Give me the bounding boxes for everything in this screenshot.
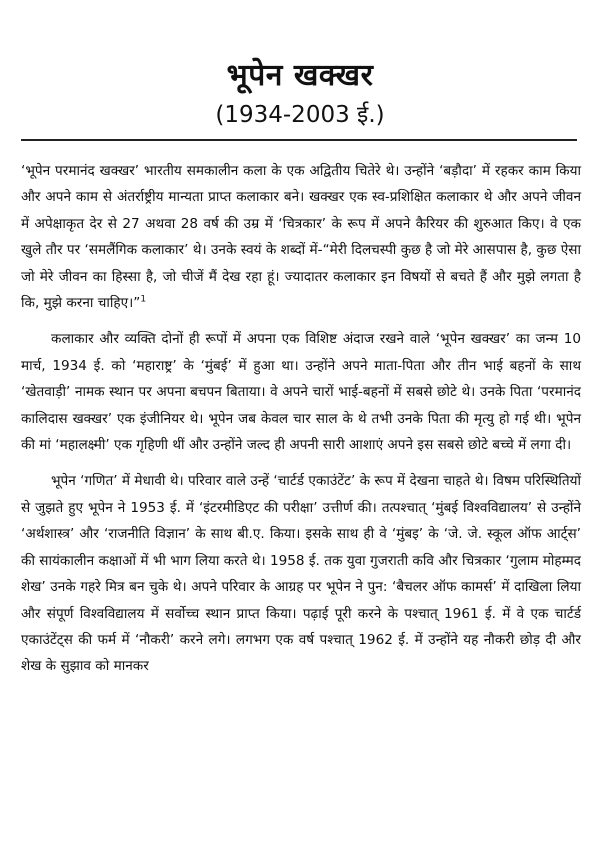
- footnote-marker: 1: [140, 294, 147, 305]
- page-subtitle-dates: (1934-2003 ई.): [215, 102, 385, 128]
- body-text: [21, 158, 581, 690]
- title-divider: [21, 139, 577, 141]
- paragraph-2: कलाकार और व्यक्ति दोनों ही रूपों में अपना एक विशिष्ट अंदाज रखने वाले ‘भूपेन खक्खर’ का जन्म 10 मार्च, 1934 ई. को ‘महाराष्ट्र’ के ‘मुंबई’ में हुआ था। उन्होंने अपने माता-पिता और तीन भाई बहनों के साथ ‘खेतवाड़ी’ नामक स्थान पर अपना बचपन बिताया। वे अपने चारों भाई-बहनों में सबसे छोटे थे। उनके पिता ‘परमानंद कालिदास खक्खर’ एक इंजीनियर थे। भूपेन जब केवल चार साल के थे तभी उनके पिता की मृत्यु हो गई थी। भूपेन की मां ‘महालक्ष्मी’ एक गृहिणी थीं और उन्होंने जल्द ही अपनी सारी आशाएं अपने इस सबसे छोटे बच्चे में लगा दी।: [21, 331, 581, 454]
- paragraph-1-text: ‘भूपेन परमानंद खक्खर’ भारतीय समकालीन कला के एक अद्वितीय चितेरे थे। उन्होंने ‘बड़ौदा’ में रहकर काम किया और अपने काम से अंतर्राष्ट्रीय मान्यता प्राप्त कलाकार बने। खक्खर एक स्व-प्रशिक्षित कलाकार थे और अपने जीवन में अपेक्षाकृत देर से 27 अथवा 28 वर्ष की उम्र में ‘चित्रकार’ के रूप में अपने कैरियर की शुरुआत किए। वे एक खुले तौर पर ‘समलैंगिक कलाकार’ थे। उनके स्वयं के शब्दों में-“मेरी दिलचस्पी कुछ है जो मेरे आसपास है, कुछ ऐसा जो मेरे जीवन का हिस्सा है, जो चीजें मैं देख रहा हूं। ज्यादातर कलाकार इन विषयों से बचते हैं और मुझे लगता है कि, मुझे करना चाहिए।”: [21, 163, 581, 312]
- paragraph-1: [21, 158, 581, 316]
- page-title: भूपेन खक्खर: [226, 58, 374, 93]
- paragraph-3: भूपेन ‘गणित’ में मेधावी थे। परिवार वाले उन्हें ‘चार्टर्ड एकाउंटेंट’ के रूप में देखना चाहते थे। विषम परिस्थितियों से जुझते हुए भूपेन ने 1953 ई. में ‘इंटरमीडिएट की परीक्षा’ उत्तीर्ण की। तत्पश्चात् ‘मुंबई विश्वविद्यालय’ से उन्होंने ‘अर्थशास्त्र’ और ‘राजनीति विज्ञान’ के साथ बी.ए. किया। इसके साथ ही वे ‘मुंबइ’ के ‘जे. जे. स्कूल ऑफ आर्ट्स’ की सायंकालीन कक्षाओं में भी भाग लिया करते थे। 1958 ई. तक युवा गुजराती कवि और चित्रकार ‘गुलाम मोहम्मद शेख’ उनके गहरे मित्र बन चुके थे। अपने परिवार के आग्रह पर भूपेन ने पुन: ‘बैचलर ऑफ कामर्स’ में दाखिला लिया और संपूर्ण विश्वविद्यालय में सर्वोच्च स्थान प्राप्त किया। पढ़ाई पूरी करने के पश्चात् 1961 ई. में वे एक चार्टर्ड एकाउंटेंट्स की फर्म में ‘नौकरी’ करने लगे। लगभग एक वर्ष पश्चात् 1962 ई. में उन्होंने यह नौकरी छोड़ दी और शेख के सुझाव को मानकर: [21, 473, 581, 675]
